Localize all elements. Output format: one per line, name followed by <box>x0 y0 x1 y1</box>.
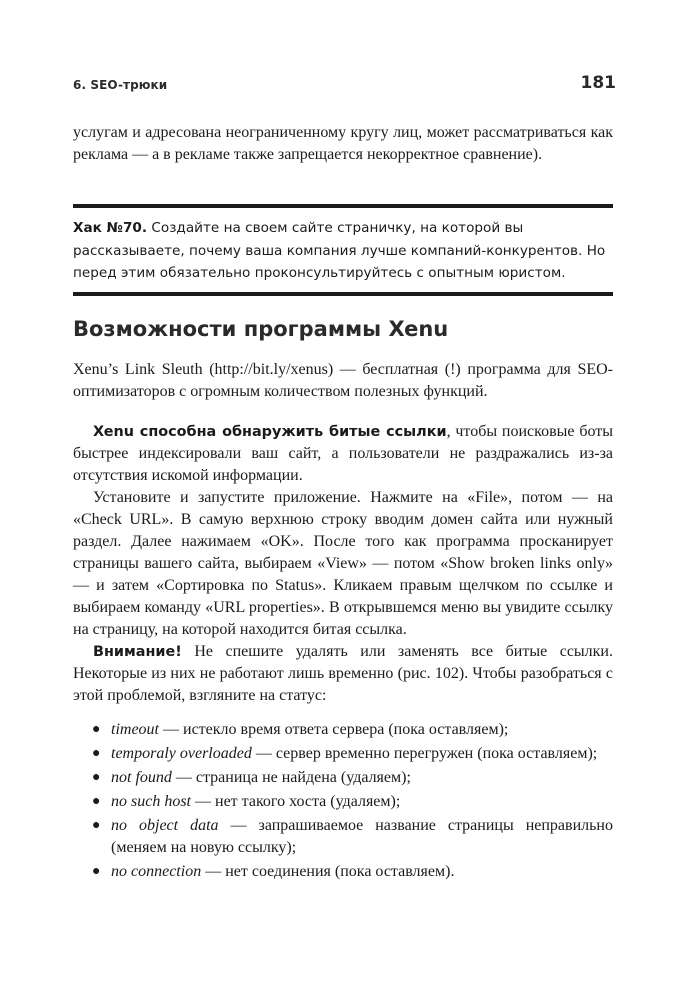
status-term: timeout <box>111 721 159 738</box>
paragraph-install: Установите и запустите приложение. Нажмите на «File», потом — на «Check URL». В самую верхнюю строку вводим домен сайта или нужный раздел. Далее нажимаем «OK». После того как программа просканирует страницы вашего сайта, выбираем «View» — потом «Show broken links only» — и затем «Сортировка по Status». Кликаем правым щелчком по ссылке и выбираем команду «URL properties». В открывшемся меню вы увидите ссылку на страницу, на которой находится битая ссылка. <box>73 489 613 638</box>
hack-label: Хак №70. <box>73 220 148 236</box>
running-head: 6. SEO-трюки <box>73 78 168 92</box>
status-description: — сервер временно перегружен (пока оставляем); <box>251 745 598 762</box>
list-item <box>73 861 613 883</box>
paragraph-warning <box>73 641 613 707</box>
list-item <box>73 767 613 789</box>
bullet-icon: ● <box>92 818 101 833</box>
bullet-icon: ● <box>92 746 101 761</box>
status-term: no object data <box>111 817 219 834</box>
status-term: no such host <box>111 793 191 810</box>
status-term: no connection <box>111 863 202 880</box>
intro-text: услугам и адресована неограниченному кругу лиц, может рассматриваться как реклама — а в рекламе также запрещается некорректное сравнение). <box>73 124 613 163</box>
status-description: — страница не найдена (удаляем); <box>171 769 411 786</box>
warning-text: Не спешите удалять или заменять все битые ссылки. Некоторые из них не работают лишь временно (рис. 102). Чтобы разобраться с этой проблемой, взгляните на статус: <box>73 643 613 704</box>
warning-emphasis: Внимание! <box>93 644 182 660</box>
page-number: 181 <box>580 73 616 93</box>
section-title: Возможности программы Xenu <box>73 317 449 341</box>
bullet-icon: ● <box>92 770 101 785</box>
bullet-icon: ● <box>92 794 101 809</box>
paragraph-broken-links <box>73 421 613 487</box>
bullet-icon: ● <box>92 722 101 737</box>
bullet-icon: ● <box>92 864 101 879</box>
status-description: — запрашиваемое название страницы неправильно (меняем на новую ссылку); <box>111 817 613 856</box>
list-item <box>73 743 613 765</box>
list-item <box>73 719 613 741</box>
status-term: not found <box>111 769 172 786</box>
status-list <box>73 719 613 883</box>
status-description: — нет такого хоста (удаляем); <box>191 793 401 810</box>
hack-text: Создайте на своем сайте страничку, на которой вы рассказываете, почему ваша компания лучше компаний-конкурентов. Но перед этим обязательно проконсультируйтесь с опытным юристом. <box>73 220 606 281</box>
broken-links-text: , чтобы поисковые боты быстрее индексировали ваш сайт, а пользователи не раздражались из-за отсутствия искомой информации. <box>73 423 613 484</box>
list-item <box>73 791 613 813</box>
status-description: — нет соединения (пока оставляем). <box>201 863 455 880</box>
intro-paragraph: Xenu’s Link Sleuth (http://bit.ly/xenus) — бесплатная (!) программа для SEO-оптимизаторов с огромным количеством полезных функций. <box>73 361 613 400</box>
status-term: temporaly overloaded <box>111 745 252 762</box>
status-description: — истекло время ответа сервера (пока оставляем); <box>159 721 509 738</box>
hack-box <box>73 204 613 296</box>
main-body <box>73 421 613 885</box>
broken-links-emphasis: Xenu способна обнаружить битые ссылки <box>93 424 447 440</box>
hack-paragraph <box>73 217 613 285</box>
list-item <box>73 815 613 859</box>
